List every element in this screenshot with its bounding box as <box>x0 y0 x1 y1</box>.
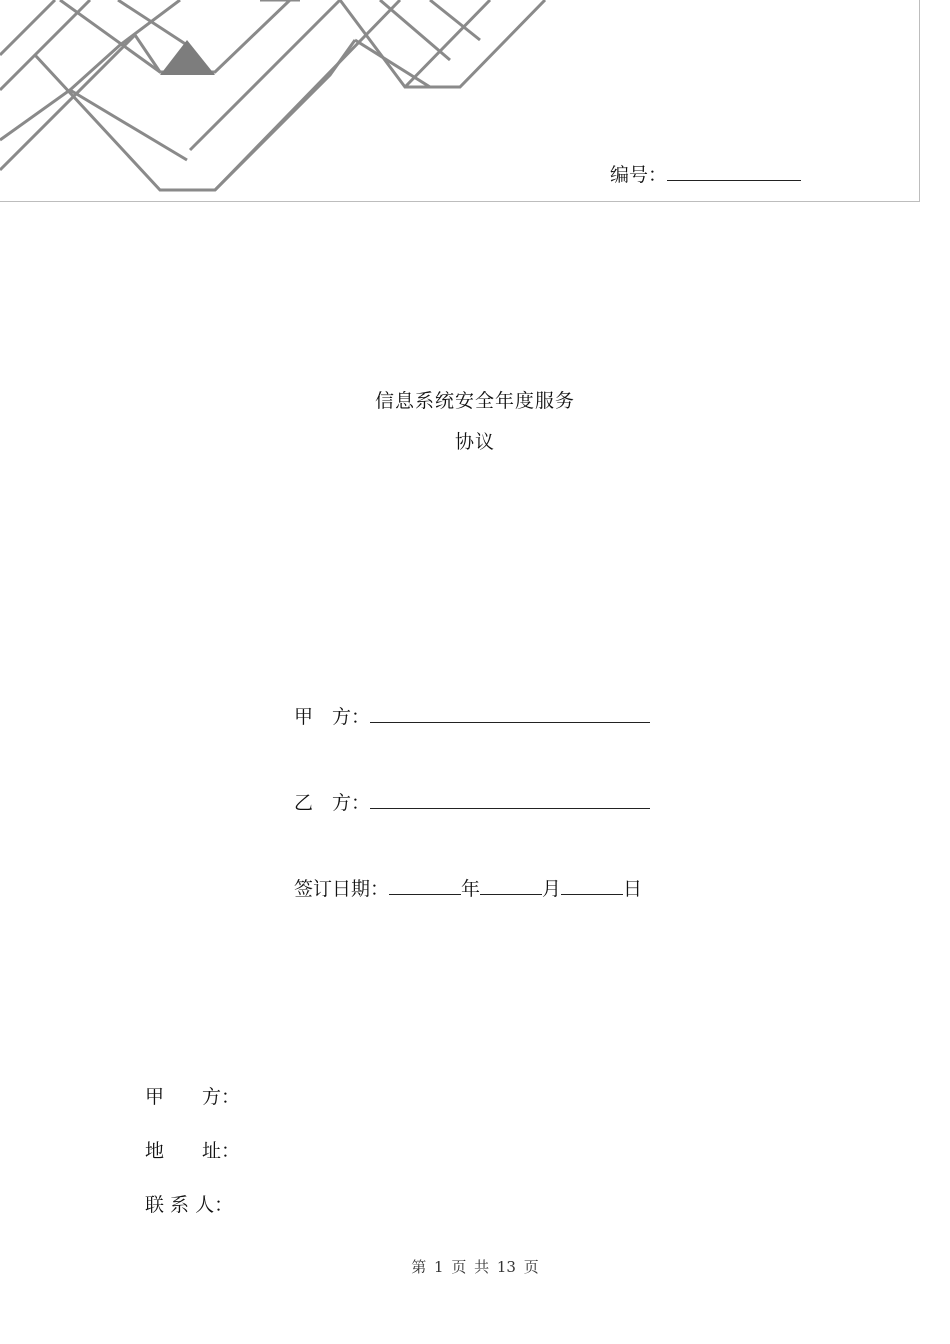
document-title-line2: 协议 <box>454 431 495 453</box>
month-label: 月 <box>542 878 562 900</box>
year-label: 年 <box>461 878 481 900</box>
sign-date-label: 签订日期： <box>294 878 390 900</box>
year-blank <box>389 875 461 895</box>
document-number-blank <box>667 161 801 181</box>
party-b-blank <box>370 789 650 809</box>
party-a-label: 甲 方： <box>294 706 371 728</box>
page-number-footer: 第 1 页 共 13 页 <box>411 1258 539 1276</box>
contact-party-a: 甲 方： <box>145 1086 241 1108</box>
month-blank <box>480 875 542 895</box>
day-blank <box>561 875 623 895</box>
party-b-label: 乙 方： <box>294 792 371 814</box>
party-b-field <box>294 788 650 815</box>
gray-triangle <box>160 40 215 75</box>
contact-person: 联 系 人： <box>145 1194 234 1216</box>
document-number-field <box>610 160 801 187</box>
contact-address: 地 址： <box>145 1140 241 1162</box>
sign-date-field <box>294 874 642 901</box>
document-number-label: 编号： <box>610 164 668 186</box>
day-label: 日 <box>623 878 643 900</box>
party-a-field <box>294 702 650 729</box>
party-a-blank <box>370 703 650 723</box>
document-title-line1: 信息系统安全年度服务 <box>374 390 575 412</box>
